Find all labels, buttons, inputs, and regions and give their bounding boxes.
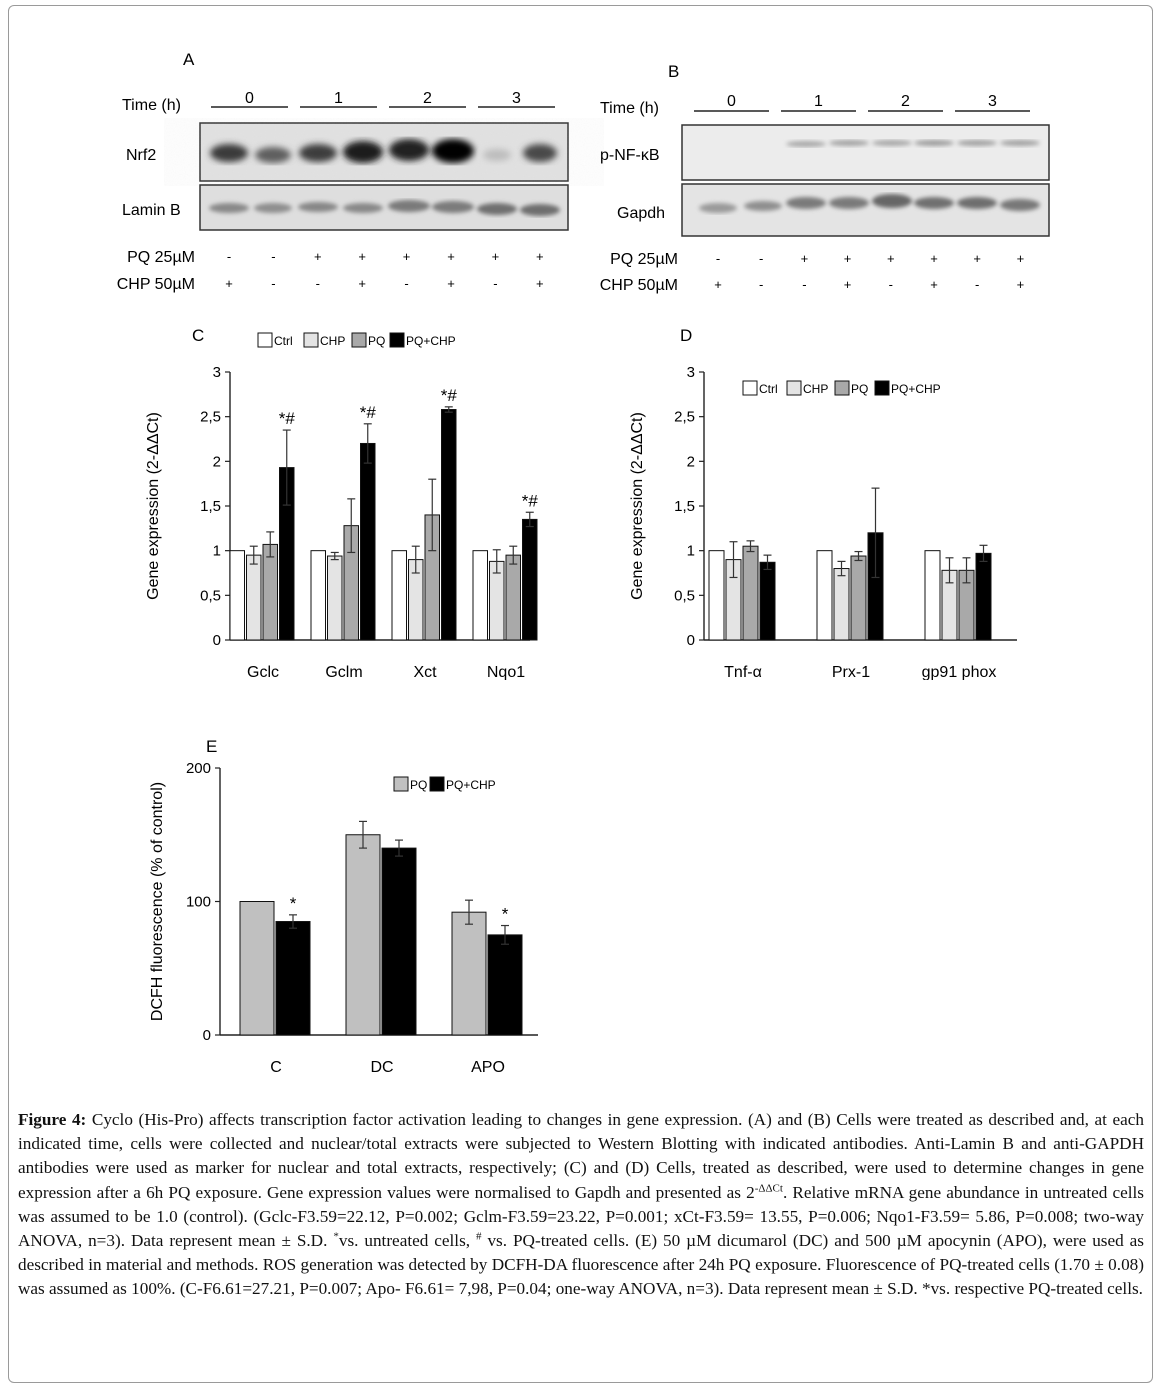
gapdh-blot-strip <box>682 184 1049 236</box>
blot-label-p-nf-kb: p-NF-κB <box>600 147 660 164</box>
treatment-sign: - <box>271 276 276 291</box>
treatment-sign: + <box>930 277 938 292</box>
caption-sup-1: -ΔΔCt <box>754 1181 783 1194</box>
time-point-2: 2 <box>901 93 910 110</box>
y-tick-label: 1 <box>212 542 221 560</box>
time-point-1: 1 <box>334 90 343 107</box>
bar-ctrl <box>392 551 407 640</box>
treatment-sign: - <box>271 249 276 264</box>
panel-a-label: A <box>183 50 195 69</box>
bar-ctrl <box>230 551 245 640</box>
treatment-sign: - <box>759 251 764 266</box>
significance-mark: *# <box>359 402 376 422</box>
y-tick-label: 100 <box>185 893 211 911</box>
bar-pqchp <box>976 553 991 640</box>
legend-swatch <box>835 381 849 395</box>
treatment-sign: + <box>800 251 809 266</box>
x-category-label: Prx-1 <box>831 664 871 680</box>
time-point-0: 0 <box>727 93 736 110</box>
legend-swatch <box>352 333 366 347</box>
legend-swatch <box>304 333 318 347</box>
caption-text-3: vs. untreated cells, <box>338 1231 477 1251</box>
bar-pqchp <box>361 443 376 640</box>
treatment-sign: - <box>888 277 893 292</box>
y-tick-label: 2,5 <box>200 408 221 426</box>
x-category-label: APO <box>471 1059 505 1076</box>
legend-label: CHP <box>803 382 829 396</box>
legend-swatch <box>394 777 408 791</box>
time-point-3: 3 <box>512 90 521 107</box>
bar-ctrl <box>311 551 326 640</box>
treatment-sign: - <box>493 276 498 291</box>
y-axis-label: Gene expression (2-ΔΔCt) <box>629 412 646 600</box>
treatment-sign: + <box>536 249 544 264</box>
legend-label: PQ+CHP <box>891 382 941 396</box>
treatment-label: CHP 50µM <box>116 276 195 293</box>
bar-ctrl <box>709 551 724 640</box>
panel-b-label: B <box>668 62 680 81</box>
legend-swatch <box>875 381 889 395</box>
legend-label: PQ <box>368 334 386 348</box>
legend-swatch <box>743 381 757 395</box>
bar-ctrl <box>925 551 940 640</box>
bar-ctrl <box>817 551 832 640</box>
y-tick-label: 1,5 <box>674 498 695 515</box>
caption-text-4: vs. PQ-treated cells. (E) 50 µM dicumarol (DC) and 500 µM apocynin (APO), were used as described in material and methods. ROS generation was detected by DCFH-DA fluorescence after 24h PQ exposure. Fluorescence of PQ-treated cells (1.70 ± 0.08) was assumed as 100%. (C-F6.61=27.21, P=0.007; Apo- F6.61= 7,98, P=0.04; one-way ANOVA, n=3). Data represent mean ± S.D. *vs. respective PQ-treated cells. <box>18 1231 1144 1299</box>
treatment-sign: + <box>887 251 895 266</box>
treatment-sign: - <box>975 277 980 292</box>
time-point-3: 3 <box>988 93 997 110</box>
time-point-2: 2 <box>423 90 432 107</box>
panel-b-time-label: Time (h) <box>600 100 659 117</box>
treatment-sign: + <box>714 277 722 292</box>
y-tick-label: 0 <box>202 1027 211 1044</box>
x-category-label: Nqo1 <box>486 664 526 680</box>
x-category-label: gp91 phox <box>921 664 997 680</box>
blot-label-lamin-b: Lamin B <box>122 202 181 219</box>
treatment-sign: + <box>402 249 411 264</box>
y-tick-label: 2,5 <box>674 408 695 426</box>
treatment-sign: - <box>315 276 320 291</box>
bar-pq <box>743 546 758 640</box>
bar-ctrl <box>473 551 488 640</box>
legend-swatch <box>430 777 444 791</box>
treatment-sign: + <box>536 276 544 291</box>
figure-label: Figure 4: <box>18 1110 87 1129</box>
treatment-sign: + <box>358 276 366 291</box>
legend-label: PQ+CHP <box>446 778 496 792</box>
legend-label: PQ <box>851 382 869 396</box>
p-nf-kb-blot-strip <box>682 125 1049 180</box>
treatment-label: PQ 25µM <box>610 251 678 268</box>
x-category-label: DC <box>370 1059 394 1076</box>
bar-pqchp <box>382 848 416 1035</box>
legend-swatch <box>390 333 404 347</box>
treatment-sign: + <box>225 276 233 291</box>
figure-caption <box>18 1108 1144 1302</box>
significance-mark: *# <box>278 409 295 429</box>
bar-chp <box>328 556 343 640</box>
panel-a-time-label: Time (h) <box>122 97 181 114</box>
y-tick-label: 2 <box>686 453 695 471</box>
treatment-label: CHP 50µM <box>599 277 678 294</box>
bar-pq <box>452 912 486 1035</box>
y-tick-label: 0,5 <box>200 587 221 605</box>
western-blot-panels <box>0 0 1163 310</box>
y-tick-label: 1,5 <box>200 498 221 515</box>
treatment-sign: + <box>447 276 455 291</box>
blot-label-nrf2: Nrf2 <box>126 147 157 164</box>
bar-pqchp <box>523 519 538 640</box>
y-tick-label: 2 <box>212 453 221 471</box>
y-tick-label: 3 <box>212 364 221 381</box>
gene-expression-chart-d <box>620 320 1040 680</box>
treatment-sign: + <box>973 251 981 266</box>
treatment-sign: + <box>1016 277 1025 292</box>
x-category-label: Tnf-α <box>724 664 762 680</box>
x-category-label: Gclc <box>247 664 279 680</box>
bar-pqchp <box>488 935 522 1035</box>
treatment-sign: - <box>759 277 764 292</box>
treatment-sign: + <box>1016 251 1025 266</box>
x-category-label: Gclm <box>325 664 363 680</box>
bar-pq <box>346 835 380 1035</box>
treatment-label: PQ 25µM <box>127 249 195 266</box>
legend-swatch <box>787 381 801 395</box>
y-tick-label: 200 <box>185 760 211 777</box>
x-category-label: C <box>270 1059 282 1076</box>
bar-chp <box>834 569 849 640</box>
y-axis-label: DCFH fluorescence (% of control) <box>149 781 166 1022</box>
legend-label: CHP <box>320 334 346 348</box>
treatment-sign: - <box>715 251 721 266</box>
treatment-sign: + <box>314 249 322 264</box>
treatment-sign: + <box>843 277 852 292</box>
dcfh-fluorescence-chart-e <box>140 735 580 1085</box>
y-tick-label: 0 <box>212 632 221 649</box>
time-point-0: 0 <box>245 90 254 107</box>
treatment-sign: + <box>358 249 366 264</box>
panel-label: E <box>206 737 218 756</box>
legend-label: PQ <box>410 778 428 792</box>
blot-label-gapdh: Gapdh <box>617 205 666 222</box>
caption-sup-2: * <box>333 1230 339 1243</box>
significance-mark: * <box>289 893 297 913</box>
time-point-1: 1 <box>814 93 823 110</box>
caption-text-1: Cyclo (His-Pro) affects transcription factor activation leading to changes in gene expression. (A) and (B) Cells were treated as described and, at each indicated time, cells were collected and nuclear/total extracts were subjected to Western Blotting with indicated antibodies. Anti-Lamin B and anti-GAPDH antibodies were used as marker for nuclear and total extracts, respectively; (C) and (D) Cells, treated as described, were used to determine changes in gene expression after a 6h PQ exposure. Gene expression values were normalised to Gapdh and presented as 2 <box>18 1110 1144 1202</box>
legend-swatch <box>258 333 272 347</box>
bar-pq <box>851 556 866 640</box>
panel-label: D <box>680 326 693 345</box>
significance-mark: * <box>501 904 509 924</box>
bar-pqchp <box>760 562 775 640</box>
legend-label: Ctrl <box>274 334 293 348</box>
caption-text-2: . Relative mRNA gene abundance in untreated cells was assumed to be 1.0 (control). (Gclc-F3.59=22.12, P=0.002; Gclm-F3.59=23.22, P=0.001; xCt-F3.59= 13.55, P=0.006; Nqo1-F3.59= 5.86, P=0.008; two-way ANOVA, n=3). Data represent mean ± S.D. <box>18 1182 1144 1251</box>
y-axis-label: Gene expression (2-ΔΔCt) <box>145 412 162 600</box>
treatment-sign: - <box>226 249 232 264</box>
caption-sup-3: # <box>476 1230 482 1243</box>
panel-label: C <box>192 326 205 345</box>
y-tick-label: 3 <box>686 364 695 381</box>
y-tick-label: 0 <box>686 632 695 649</box>
legend-label: PQ+CHP <box>406 334 456 348</box>
bar-pq <box>506 555 521 640</box>
bar-pq <box>263 544 278 640</box>
bar-pqchp <box>276 922 310 1035</box>
significance-mark: *# <box>440 385 457 405</box>
x-category-label: Xct <box>413 664 437 680</box>
bar-chp <box>247 555 262 640</box>
legend-label: Ctrl <box>759 382 778 396</box>
significance-mark: *# <box>521 491 538 511</box>
treatment-sign: + <box>447 249 455 264</box>
treatment-sign: + <box>843 251 852 266</box>
bar-pqchp <box>442 410 457 640</box>
treatment-sign: + <box>491 249 500 264</box>
treatment-sign: - <box>802 277 807 292</box>
y-tick-label: 1 <box>686 542 695 560</box>
treatment-sign: + <box>930 251 938 266</box>
gene-expression-chart-c <box>130 320 560 680</box>
treatment-sign: - <box>404 276 409 291</box>
y-tick-label: 0,5 <box>674 587 695 605</box>
bar-pq <box>240 902 274 1036</box>
